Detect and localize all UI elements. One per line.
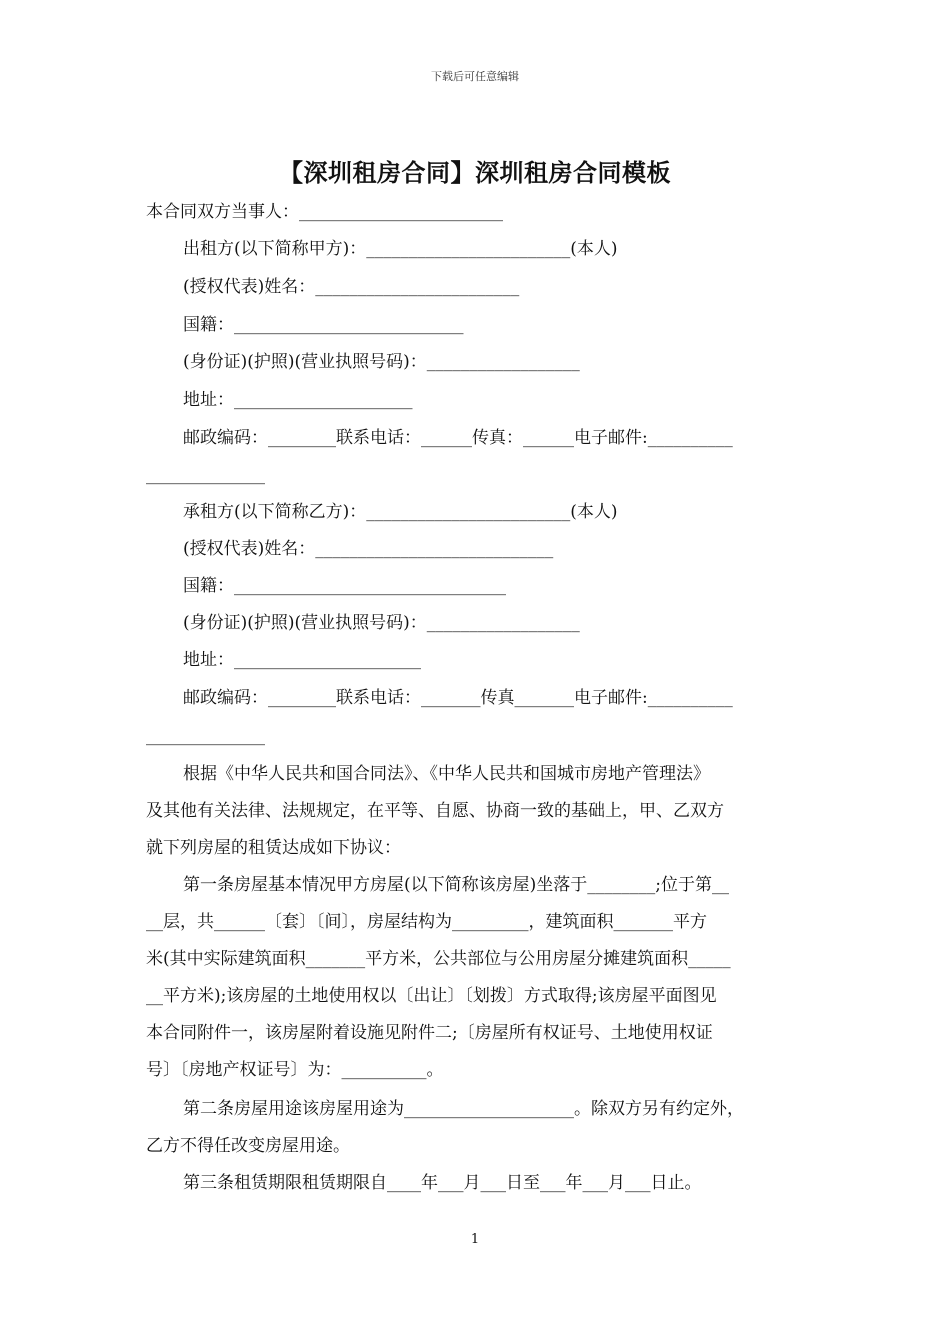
header-note: 下载后可任意编辑 bbox=[431, 70, 519, 83]
lessee-id: (身份证)(护照)(营业执照号码)：__________________ bbox=[183, 613, 580, 633]
article-1-line-3: 米(其中实际建筑面积_______平方米，公共部位与公用房屋分摊建筑面积_____ bbox=[146, 949, 731, 969]
lessee-contact-cont: ______________ bbox=[146, 726, 265, 746]
lessor-representative: (授权代表)姓名：________________________ bbox=[183, 277, 520, 297]
lessee-address: 地址：______________________ bbox=[183, 650, 421, 670]
article-2-line-2: 乙方不得任改变房屋用途。 bbox=[146, 1136, 350, 1156]
preamble-line-1: 根据《中华人民共和国合同法》、《中华人民共和国城市房地产管理法》 bbox=[183, 764, 710, 784]
lessor-contact: 邮政编码：________联系电话：______传真：______电子邮件:__________ bbox=[183, 428, 733, 448]
lessee-line: 承租方(以下简称乙方)：________________________(本人) bbox=[183, 502, 618, 522]
lessee-representative: (授权代表)姓名：____________________________ bbox=[183, 539, 554, 559]
lessor-id: (身份证)(护照)(营业执照号码)：__________________ bbox=[183, 352, 580, 372]
article-2-line-1: 第二条房屋用途该房屋用途为____________________。除双方另有约定外， bbox=[183, 1099, 744, 1119]
article-1-line-6: 号〕〔房地产权证号〕为：__________。 bbox=[146, 1060, 444, 1080]
lessee-nationality: 国籍：________________________________ bbox=[183, 576, 506, 596]
parties-intro: 本合同双方当事人：________________________ bbox=[146, 202, 503, 222]
lessee-contact: 邮政编码：________联系电话：_______传真_______电子邮件:__________ bbox=[183, 688, 733, 708]
lessor-contact-cont: ______________ bbox=[146, 465, 265, 485]
lessor-nationality: 国籍：___________________________ bbox=[183, 315, 464, 335]
article-3-line-1: 第三条租赁期限租赁期限自____年___月___日至___年___月___日止。 bbox=[183, 1173, 702, 1193]
preamble-line-2: 及其他有关法律、法规规定，在平等、自愿、协商一致的基础上，甲、乙双方 bbox=[146, 801, 724, 821]
article-1-line-4: __平方米);该房屋的土地使用权以〔出让〕〔划拨〕方式取得;该房屋平面图见 bbox=[146, 986, 717, 1006]
lessor-address: 地址：_____________________ bbox=[183, 390, 413, 410]
article-1-line-1: 第一条房屋基本情况甲方房屋(以下简称该房屋)坐落于________;位于第__ bbox=[183, 875, 729, 895]
lessor-line: 出租方(以下简称甲方)：________________________(本人) bbox=[183, 239, 618, 259]
document-title: 【深圳租房合同】深圳租房合同模板 bbox=[279, 158, 671, 187]
preamble-line-3: 就下列房屋的租赁达成如下协议： bbox=[146, 838, 401, 858]
article-1-line-2: __层，共______〔套〕〔间〕，房屋结构为_________，建筑面积_______平方 bbox=[146, 912, 707, 932]
article-1-line-5: 本合同附件一，该房屋附着设施见附件二;〔房屋所有权证号、土地使用权证 bbox=[146, 1023, 713, 1043]
page-number: 1 bbox=[470, 1232, 480, 1247]
